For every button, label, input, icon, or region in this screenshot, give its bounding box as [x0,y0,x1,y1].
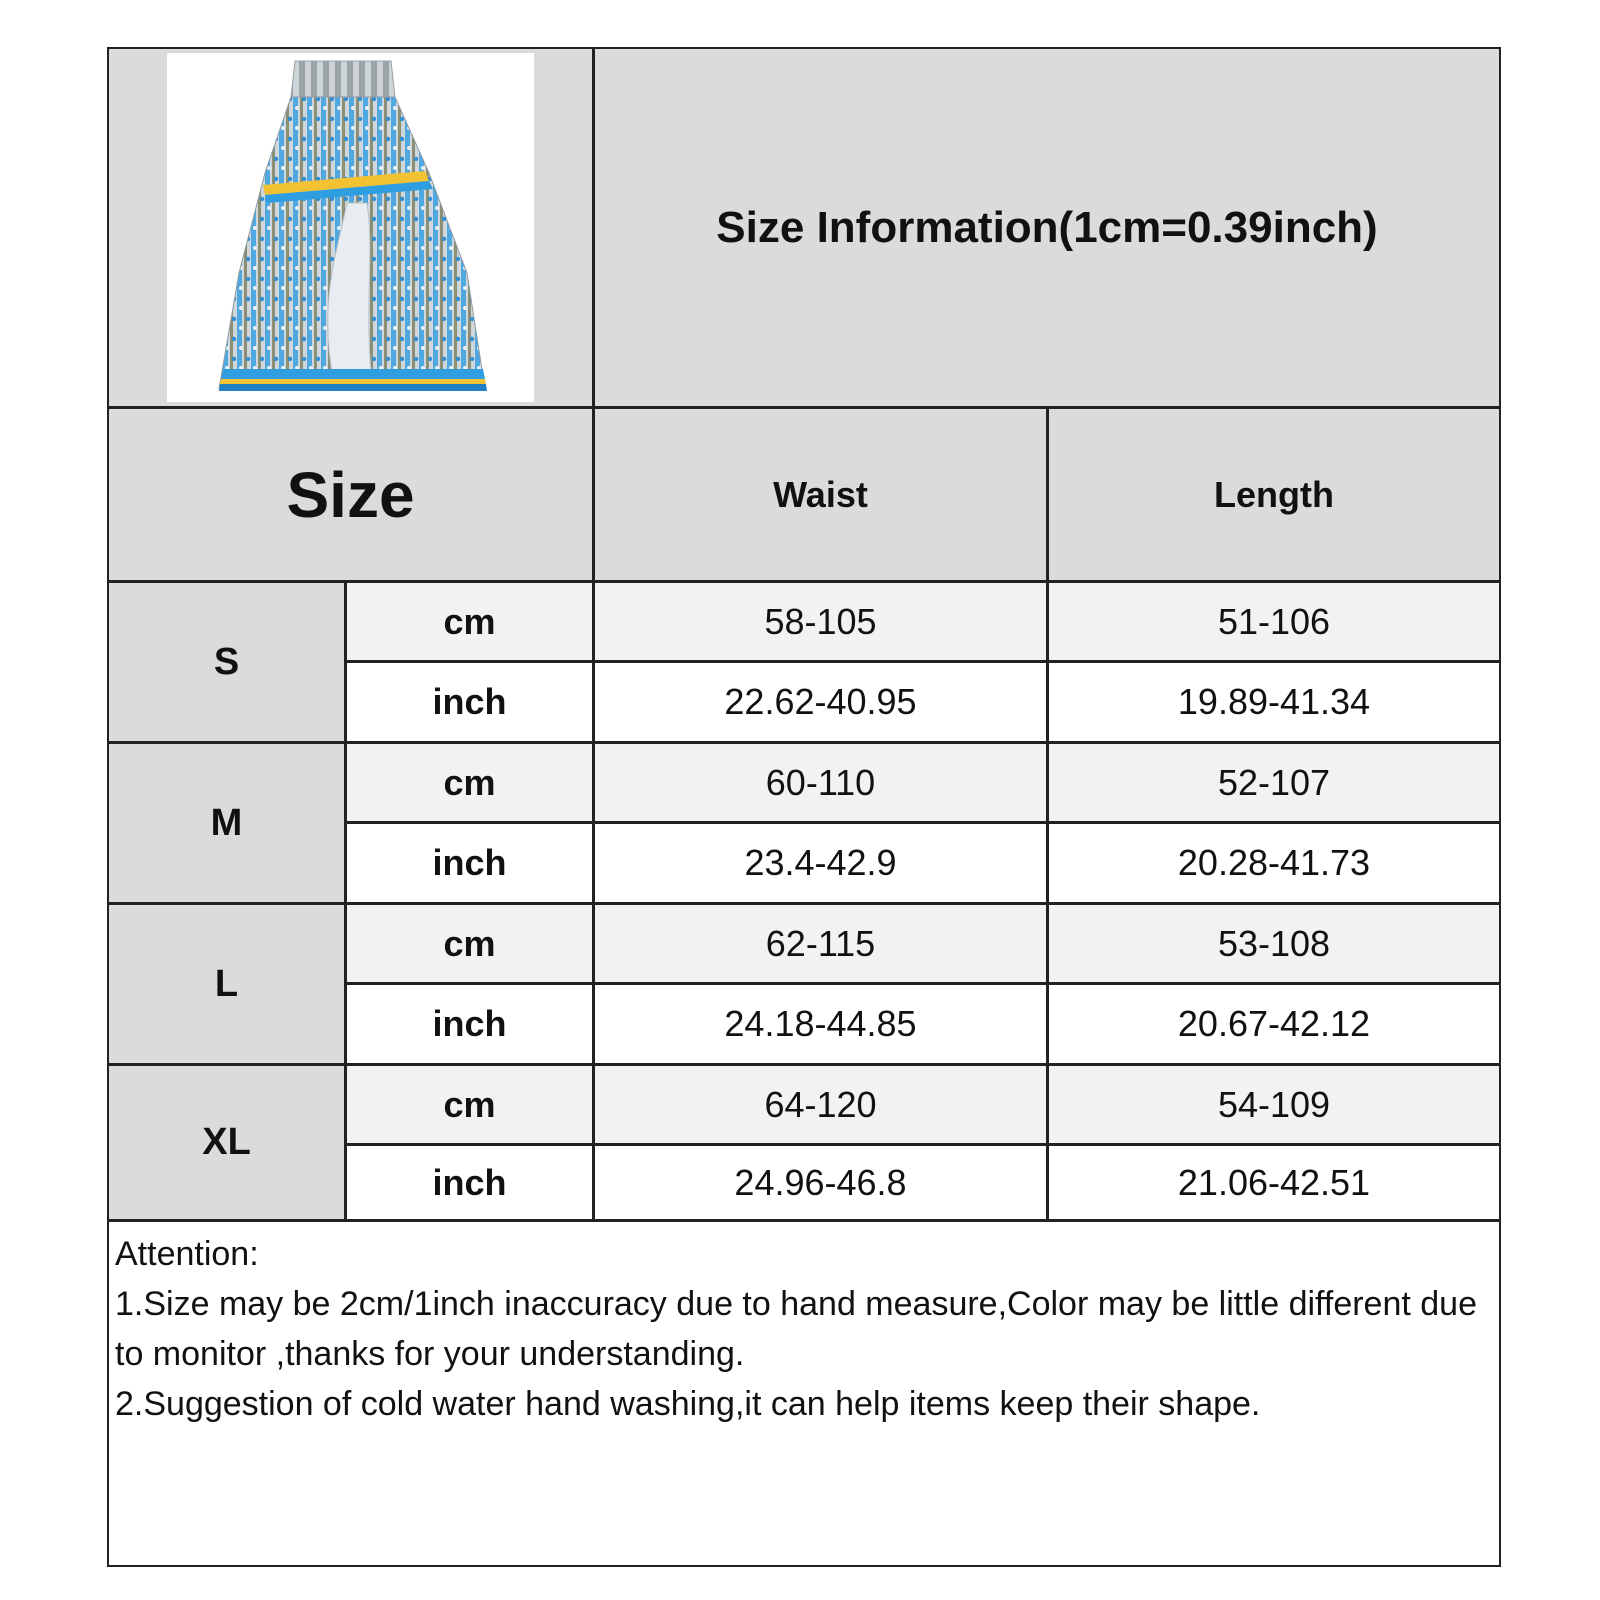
length-cell: 21.06-42.51 [1049,1146,1499,1219]
unit-inch: inch [347,824,592,902]
note-line-1: 1.Size may be 2cm/1inch inaccuracy due to hand measure,Color may be little different due to monitor ,thanks for your understanding. [115,1285,1477,1373]
waist-cell: 22.62-40.95 [595,663,1046,741]
waist-cell: 64-120 [595,1066,1046,1143]
waist-cell: 24.18-44.85 [595,985,1046,1063]
size-chart [107,47,1501,1567]
waist-cell: 23.4-42.9 [595,824,1046,902]
size-label-m: M [109,744,344,902]
unit-cm: cm [347,1066,592,1143]
attention-notes [115,1229,1495,1429]
waist-cell: 58-105 [595,583,1046,660]
size-label-s: S [109,583,344,741]
product-photo [167,53,534,402]
length-cell: 19.89-41.34 [1049,663,1499,741]
waist-cell: 60-110 [595,744,1046,821]
unit-inch: inch [347,663,592,741]
size-label-l: L [109,905,344,1063]
skirt-photo [167,53,534,402]
length-cell: 54-109 [1049,1066,1499,1143]
page-title: Size Information(1cm=0.39inch) [595,49,1499,406]
unit-inch: inch [347,985,592,1063]
unit-inch: inch [347,1146,592,1219]
note-line-2: 2.Suggestion of cold water hand washing,it can help items keep their shape. [115,1385,1261,1423]
unit-cm: cm [347,905,592,982]
attention-heading: Attention: [115,1235,259,1273]
length-cell: 52-107 [1049,744,1499,821]
length-cell: 53-108 [1049,905,1499,982]
waist-header: Waist [595,409,1046,580]
length-cell: 51-106 [1049,583,1499,660]
length-cell: 20.28-41.73 [1049,824,1499,902]
product-photo-cell [109,49,592,406]
waist-cell: 62-115 [595,905,1046,982]
size-header: Size [109,409,592,580]
length-cell: 20.67-42.12 [1049,985,1499,1063]
unit-cm: cm [347,744,592,821]
unit-cm: cm [347,583,592,660]
length-header: Length [1049,409,1499,580]
size-label-xl: XL [109,1066,344,1219]
waist-cell: 24.96-46.8 [595,1146,1046,1219]
